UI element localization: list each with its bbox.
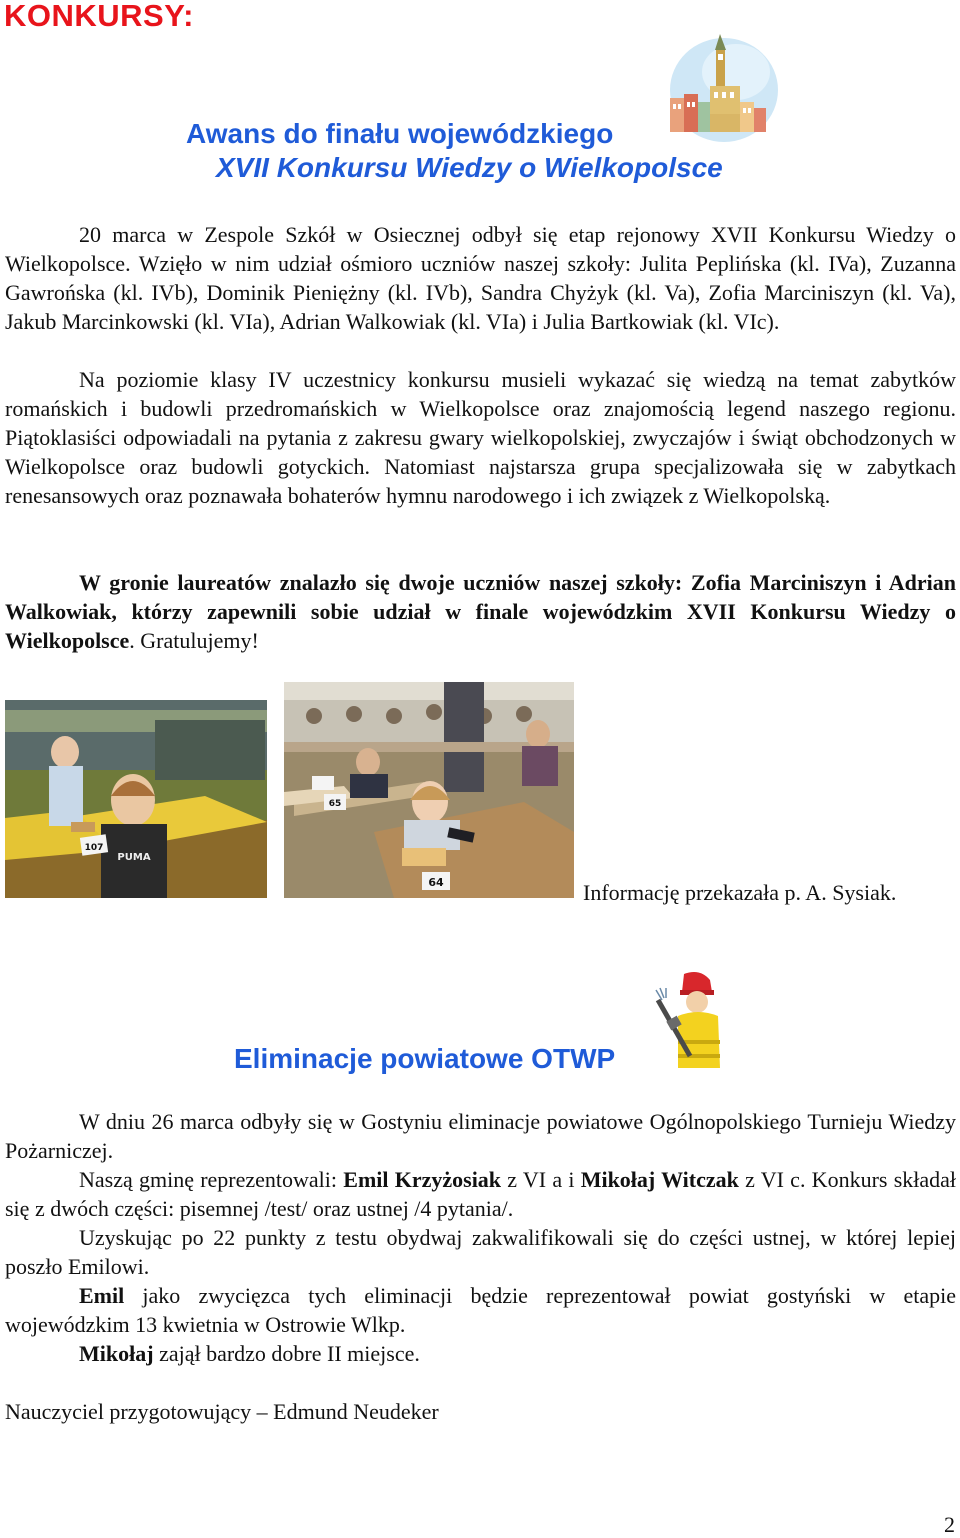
p4-rest: jako zwycięzca tych eliminacji będzie reprezentował powiat gostyński w etapie wojewódzkim 13 kwietnia w Ostrowie Wlkp. (5, 1283, 956, 1337)
contest-photo-2 (284, 682, 574, 898)
desk-number-64: 64 (428, 876, 444, 889)
p2-name-mikolaj: Mikołaj Witczak (580, 1167, 739, 1192)
article1-paragraph2: Na poziomie klasy IV uczestnicy konkursu musieli wykazać się wiedzą na temat zabytków romańskich i budowli przedromańskich w Wielkopolsce oraz znajomością legend naszego regionu. Piątoklasiści odpowiadali na pytania z zakresu gwary wielkopolskiej, zwyczajów i świąt obchodzonych w Wielkopolsce oraz budowli gotyckich. Natomiast najstarsza grupa specjalizowała się w zabytkach renesansowych oraz poznawała bohaterów hymnu narodowego i ich związek z Wielkopolską. (5, 367, 956, 508)
p2-text-b: z VI a i (501, 1167, 581, 1192)
desk-number-65: 65 (328, 799, 342, 809)
laureates-bold-text: W gronie laureatów znalazło się dwoje uczniów naszej szkoły: Zofia Marciniszyn i Adrian Walkowiak, którzy zapewnili sobie udział w finale wojewódzkim XVII Konkursu Wiedzy o Wielkopolsce (5, 570, 956, 653)
contest-photo-1 (5, 700, 267, 898)
page-number: 2 (944, 1512, 955, 1537)
photo-students-at-desks (5, 700, 267, 898)
p4-name: Emil (79, 1283, 125, 1308)
town-hall-clipart (664, 32, 780, 148)
p5-name: Mikołaj (79, 1341, 154, 1366)
firefighter-illustration (654, 970, 728, 1072)
laureates-tail: . Gratulujemy! (129, 628, 259, 653)
p5-rest: zajął bardzo dobre II miejsce. (153, 1341, 420, 1366)
article2-paragraph1: W dniu 26 marca odbyły się w Gostyniu eliminacje powiatowe Ogólnopolskiego Turnieju Wiedzy Pożarniczej. (5, 1109, 956, 1163)
shirt-text: PUMA (117, 852, 151, 863)
article2-title: Eliminacje powiatowe OTWP (234, 1043, 616, 1074)
photo-caption: Informację przekazała p. A. Sysiak. (583, 880, 897, 905)
photo-classroom-exam (284, 682, 574, 898)
article1-title-line2: XVII Konkursu Wiedzy o Wielkopolsce (216, 152, 723, 183)
p2-name-emil: Emil Krzyżosiak (343, 1167, 502, 1192)
town-hall-illustration (664, 32, 780, 148)
article1-title-line1: Awans do finału wojewódzkiego (186, 118, 614, 149)
article2-paragraph3: Uzyskując po 22 punkty z testu obydwaj zakwalifikowali się do części ustnej, w której lepiej poszło Emilowi. (5, 1225, 956, 1279)
teacher-line: Nauczyciel przygotowujący – Edmund Neudeker (5, 1399, 439, 1424)
article2-paragraph5 (5, 1339, 956, 1368)
article1-laureates (5, 568, 956, 655)
p2-text-a: Naszą gminę reprezentowali: (79, 1167, 344, 1192)
article2-paragraph4 (5, 1281, 956, 1339)
p2-text-c: z VI c. Konkurs składał się z dwóch części: pisemnej /test/ oraz ustnej /4 pytania/. (5, 1167, 957, 1221)
firefighter-clipart (654, 970, 728, 1072)
desk-number-107: 107 (84, 843, 104, 853)
section-label: KONKURSY: (4, 0, 194, 33)
article1-paragraph1: 20 marca w Zespole Szkół w Osiecznej odbył się etap rejonowy XVII Konkursu Wiedzy o Wielkopolsce. Wzięło w nim udział ośmioro uczniów naszej szkoły: Julita Peplińska (kl. IVa), Zuzanna Gawrońska (kl. IVb), Dominik Pieniężny (kl. IVb), Sandra Chyżyk (kl. Va), Zofia Marciniszyn (kl. Va), Jakub Marcinkowski (kl. VIa), Adrian Walkowiak (kl. VIa) i Julia Bartkowiak (kl. VIc). (5, 222, 956, 334)
article2-paragraph2 (5, 1165, 956, 1223)
